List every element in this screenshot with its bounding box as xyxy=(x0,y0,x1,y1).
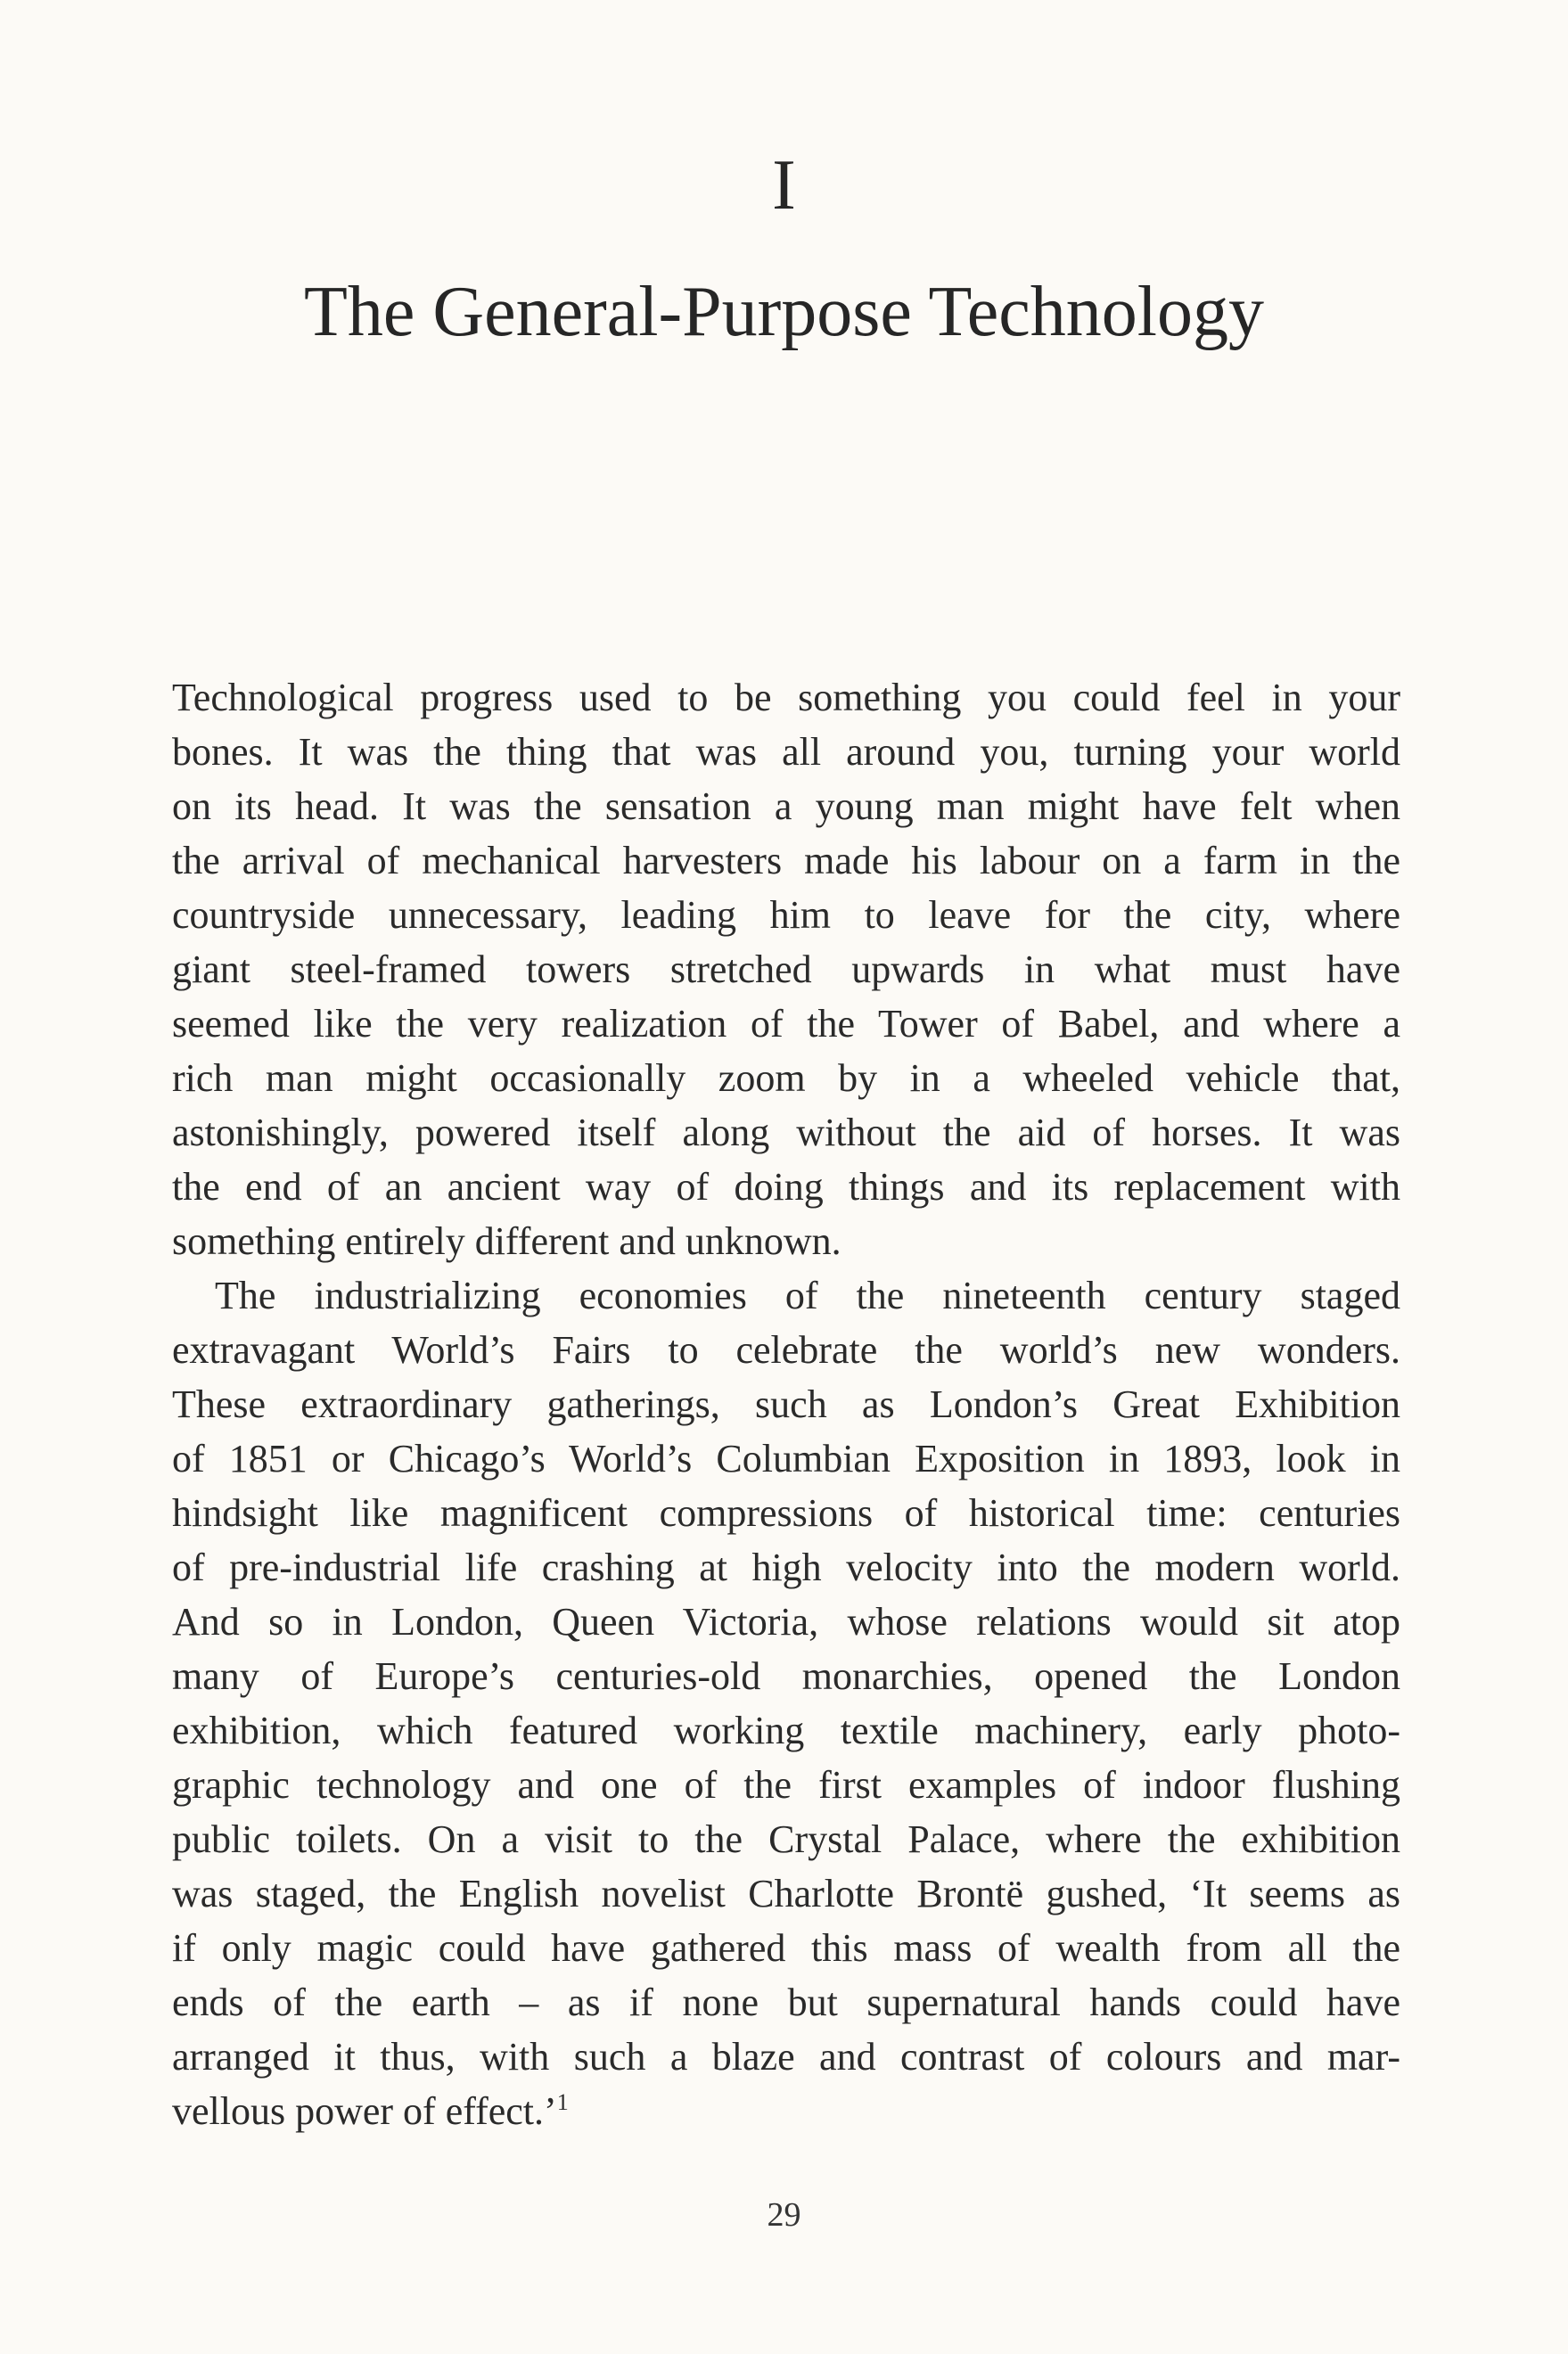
text-line: graphic technology and one of the first examples of indoor flushing xyxy=(172,1763,1400,1807)
text-line: giant steel-framed towers stretched upwards in what must have xyxy=(172,947,1400,991)
text-line: if only magic could have gathered this mass of wealth from all the xyxy=(172,1926,1400,1970)
text-line: many of Europe’s centuries-old monarchies, opened the London xyxy=(172,1654,1400,1698)
text-line: countryside unnecessary, leading him to leave for the city, where xyxy=(172,893,1400,937)
text-line: of pre-industrial life crashing at high velocity into the modern world. xyxy=(172,1546,1400,1589)
text-line: public toilets. On a visit to the Crystal Palace, where the exhibition xyxy=(172,1817,1400,1861)
text-line: the arrival of mechanical harvesters made his labour on a farm in the xyxy=(172,839,1400,882)
text-line: arranged it thus, with such a blaze and contrast of colours and mar- xyxy=(172,2035,1400,2079)
body-text xyxy=(172,670,1400,2138)
text-line: ends of the earth – as if none but supernatural hands could have xyxy=(172,1981,1400,2024)
text-line: of 1851 or Chicago’s World’s Columbian Exposition in 1893, look in xyxy=(172,1437,1400,1480)
text-line: rich man might occasionally zoom by in a wheeled vehicle that, xyxy=(172,1056,1400,1100)
text-line: Technological progress used to be something you could feel in your xyxy=(172,676,1400,719)
text-line: These extraordinary gatherings, such as London’s Great Exhibition xyxy=(172,1382,1400,1426)
text-line: seemed like the very realization of the Tower of Babel, and where a xyxy=(172,1002,1400,1046)
text-line: extravagant World’s Fairs to celebrate the world’s new wonders. xyxy=(172,1328,1400,1372)
text-line: bones. It was the thing that was all around you, turning your world xyxy=(172,730,1400,774)
text-line: And so in London, Queen Victoria, whose relations would sit atop xyxy=(172,1600,1400,1644)
text-line: exhibition, which featured working textile machinery, early photo- xyxy=(172,1709,1400,1752)
text-line: something entirely different and unknown. xyxy=(172,1219,841,1263)
text-line-final-content: vellous power of effect.’ xyxy=(172,2089,557,2133)
paragraph-1 xyxy=(172,670,1400,1268)
footnote-marker[interactable]: 1 xyxy=(556,2089,569,2115)
text-line: The industrializing economies of the nineteenth century staged xyxy=(215,1274,1400,1317)
text-line-final xyxy=(172,2084,1400,2138)
page-number: 29 xyxy=(767,2196,801,2234)
text-line: hindsight like magnificent compressions of historical time: centuries xyxy=(172,1491,1400,1535)
chapter-number: I xyxy=(772,146,796,225)
text-line: on its head. It was the sensation a young man might have felt when xyxy=(172,784,1400,828)
paragraph-2 xyxy=(172,1268,1400,2138)
text-line: the end of an ancient way of doing things and its replacement with xyxy=(172,1165,1400,1209)
text-line: astonishingly, powered itself along without the aid of horses. It was xyxy=(172,1111,1400,1154)
chapter-title: The General-Purpose Technology xyxy=(303,273,1265,351)
text-line: was staged, the English novelist Charlotte Brontë gushed, ‘It seems as xyxy=(172,1872,1400,1915)
